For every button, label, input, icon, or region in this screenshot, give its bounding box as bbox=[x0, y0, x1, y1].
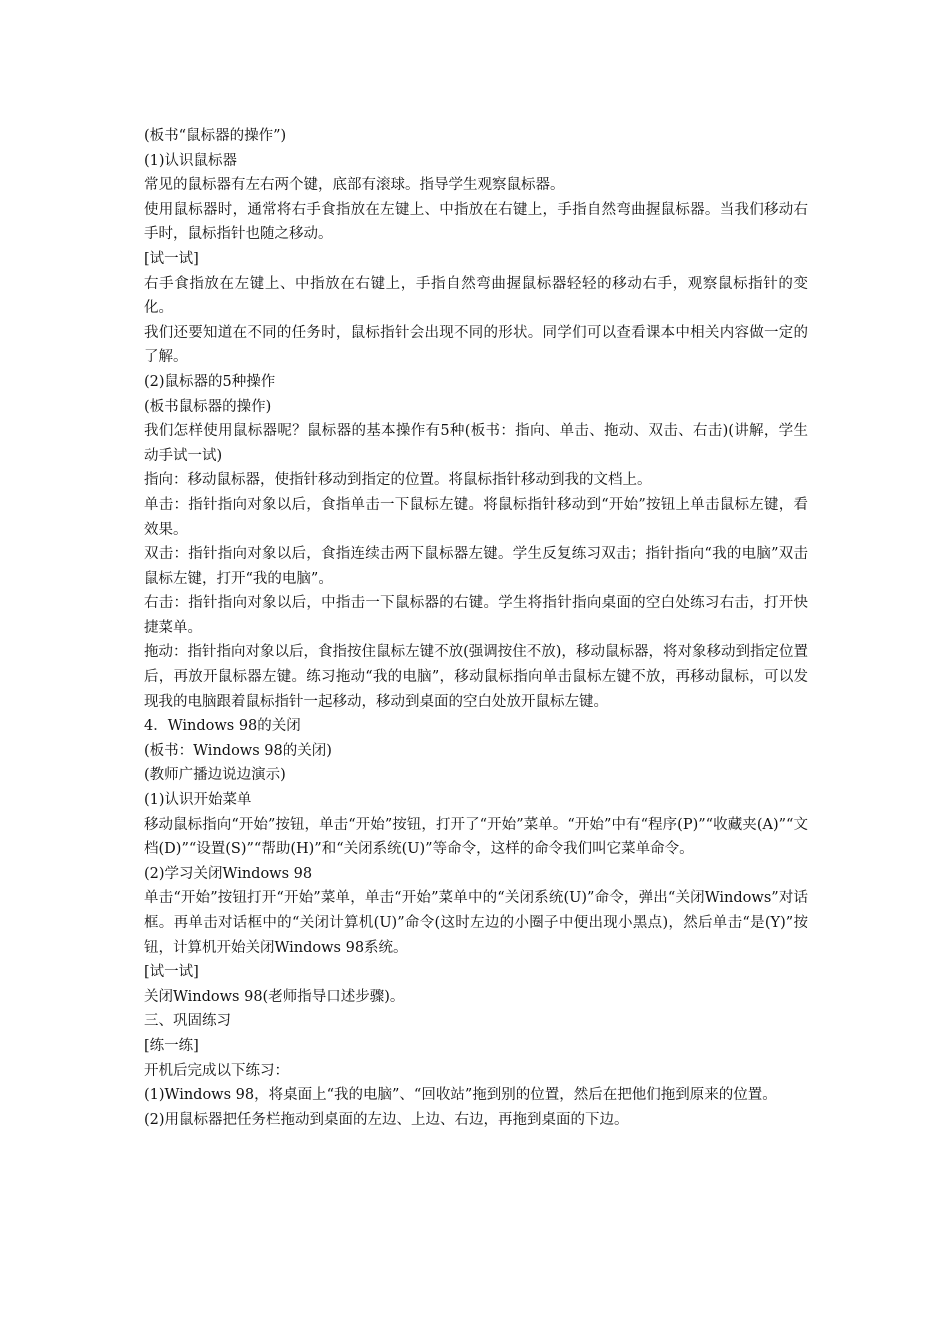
paragraph: (板书鼠标器的操作) bbox=[144, 398, 272, 415]
paragraph: 我们还要知道在不同的任务时，鼠标指针会出现不同的形状。同学们可以查看课本中相关内容做一定的了解。 bbox=[144, 324, 808, 366]
paragraph: 关闭Windows 98(老师指导口述步骤)。 bbox=[144, 988, 405, 1005]
paragraph: 右击：指针指向对象以后，中指击一下鼠标器的右键。学生将指针指向桌面的空白处练习右击，打开快捷菜单。 bbox=[144, 595, 808, 636]
paragraph: 单击“开始”按钮打开“开始”菜单，单击“开始”菜单中的“关闭系统(U)”命令，弹出“关闭Windows”对话框。再单击对话框中的“关闭计算机(U)”命令(这时左边的小圈子中便出现小黑点)，然后单击“是(Y)”按钮，计算机开始关闭Windows 98系统。 bbox=[144, 890, 808, 956]
document-page bbox=[144, 124, 808, 1132]
paragraph: 拖动：指针指向对象以后，食指按住鼠标左键不放(强调按住不放)，移动鼠标器，将对象移动到指定位置后，再放开鼠标器左键。练习拖动“我的电脑”，移动鼠标指向单击鼠标左键不放，再移动鼠标，可以发现我的电脑跟着鼠标指针一起移动，移动到桌面的空白处放开鼠标左键。 bbox=[144, 644, 808, 710]
paragraph: (1)认识鼠标器 bbox=[144, 152, 238, 169]
paragraph: 我们怎样使用鼠标器呢？鼠标器的基本操作有5种(板书：指向、单击、拖动、双击、右击)(讲解，学生动手试一试) bbox=[144, 423, 808, 464]
paragraph: 三、巩固练习 bbox=[144, 1013, 231, 1030]
paragraph: (板书“鼠标器的操作”) bbox=[144, 128, 287, 144]
paragraph: (2)学习关闭Windows 98 bbox=[144, 865, 313, 882]
paragraph: (2)用鼠标器把任务栏拖动到桌面的左边、上边、右边，再拖到桌面的下边。 bbox=[144, 1111, 629, 1128]
paragraph: 单击：指针指向对象以后，食指单击一下鼠标左键。将鼠标指针移动到“开始”按钮上单击鼠标左键，看效果。 bbox=[144, 496, 808, 538]
paragraph: (板书：Windows 98的关闭) bbox=[144, 742, 332, 759]
paragraph: (1)认识开始菜单 bbox=[144, 792, 252, 809]
paragraph: 双击：指针指向对象以后，食指连续击两下鼠标器左键。学生反复练习双击；指针指向“我的电脑”双击鼠标左键，打开“我的电脑”。 bbox=[144, 546, 808, 587]
paragraph: 右手食指放在左键上、中指放在右键上，手指自然弯曲握鼠标器轻轻的移动右手，观察鼠标指针的变化。 bbox=[144, 275, 808, 317]
paragraph: 指向：移动鼠标器，使指针移动到指定的位置。将鼠标指针移动到我的文档上。 bbox=[144, 472, 652, 489]
paragraph: 使用鼠标器时，通常将右手食指放在左键上、中指放在右键上，手指自然弯曲握鼠标器。当我们移动右手时，鼠标指针也随之移动。 bbox=[144, 201, 808, 243]
paragraph: [试一试] bbox=[144, 250, 199, 267]
paragraph: 4．Windows 98的关闭 bbox=[144, 718, 301, 735]
paragraph: (教师广播边说边演示) bbox=[144, 767, 286, 784]
paragraph: (1)Windows 98，将桌面上“我的电脑”、“回收站”拖到别的位置，然后在把他们拖到原来的位置。 bbox=[144, 1087, 777, 1104]
paragraph: 常见的鼠标器有左右两个键，底部有滚球。指导学生观察鼠标器。 bbox=[144, 177, 565, 194]
paragraph: [试一试] bbox=[144, 964, 199, 981]
paragraph: 移动鼠标指向“开始”按钮，单击“开始”按钮，打开了“开始”菜单。“开始”中有“程序(P)”“收藏夹(A)”“文档(D)”“设置(S)”“帮助(H)”和“关闭系统(U)”等命令，这样的命令我们叫它菜单命令。 bbox=[144, 816, 808, 858]
paragraph: [练一练] bbox=[144, 1037, 199, 1054]
paragraph: 开机后完成以下练习： bbox=[144, 1062, 289, 1079]
paragraph: (2)鼠标器的5种操作 bbox=[144, 373, 276, 390]
